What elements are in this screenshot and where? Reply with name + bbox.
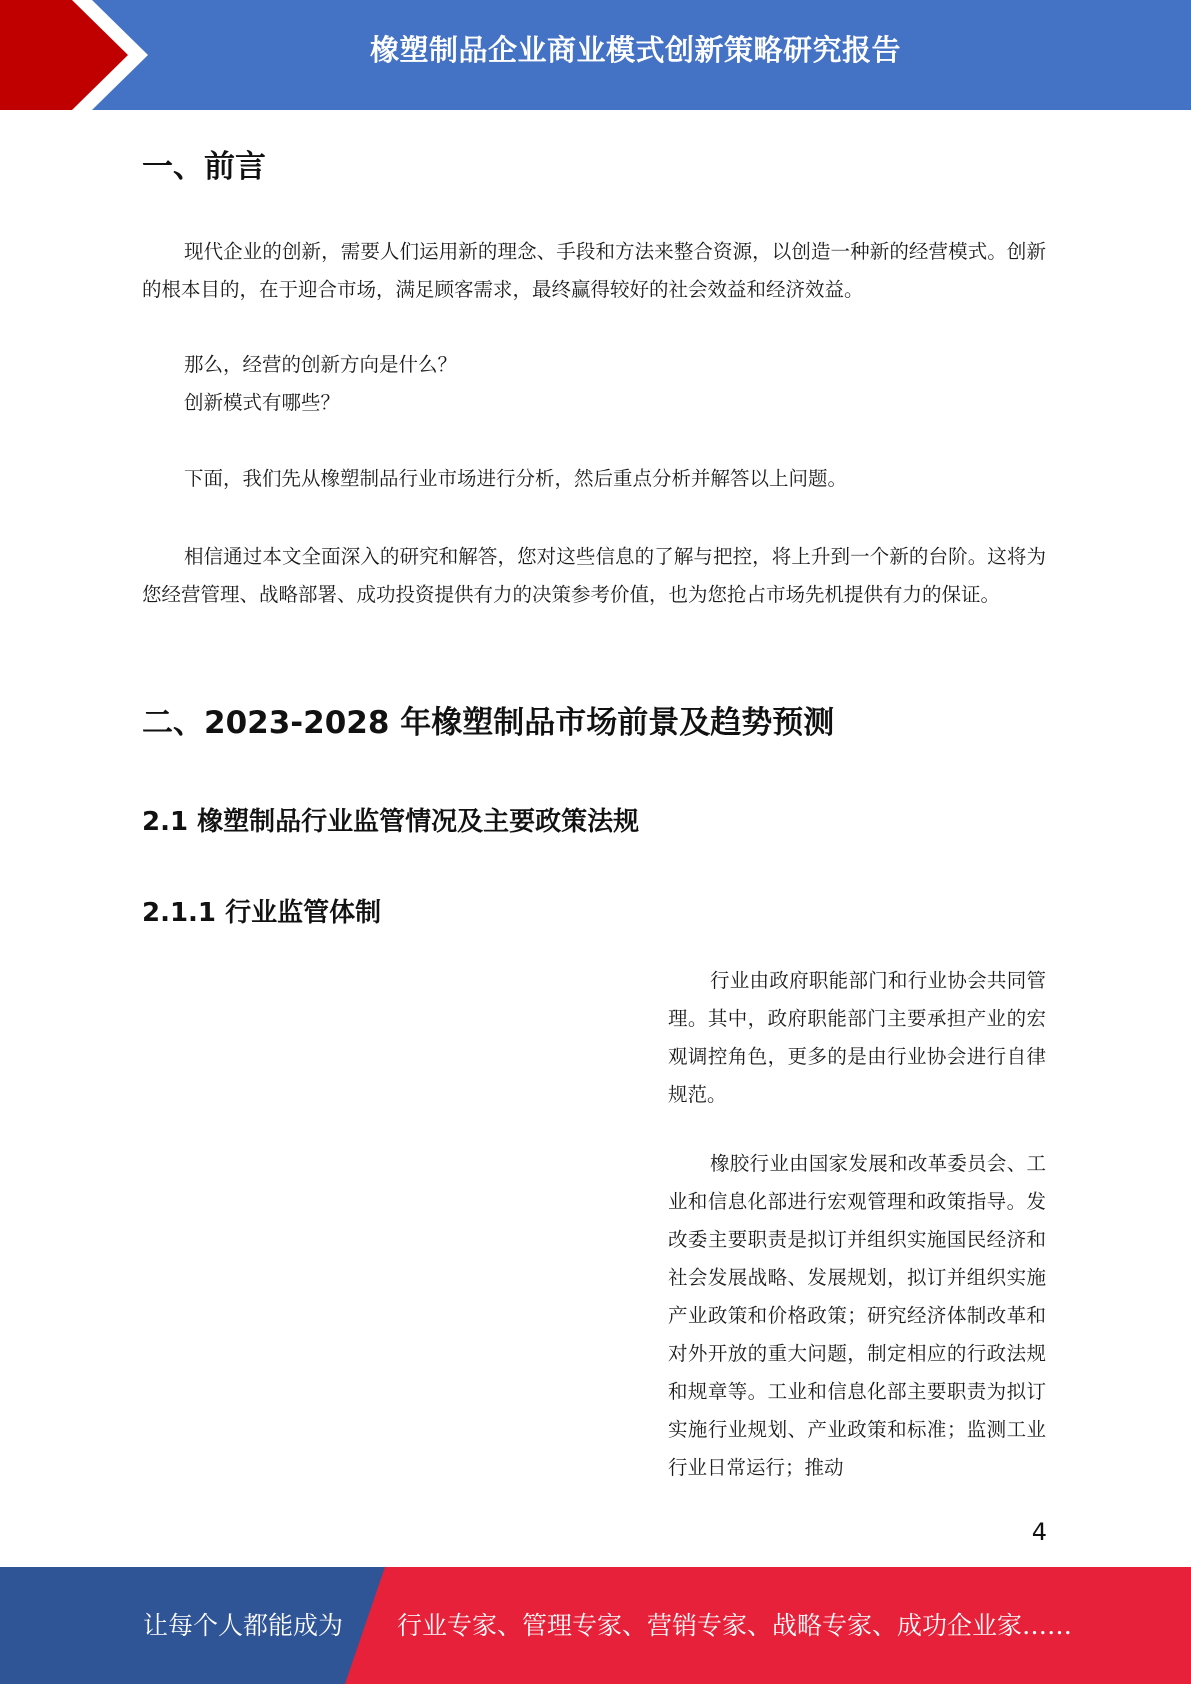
page-header	[0, 0, 1191, 110]
page-number: 4	[1031, 1518, 1047, 1546]
paragraph-management: 行业由政府职能部门和行业协会共同管理。其中，政府职能部门主要承担产业的宏观调控角色，更多的是由行业协会进行自律规范。	[668, 969, 1046, 1106]
subsection-heading-supervision: 2.1.1 行业监管体制	[142, 898, 382, 928]
question-models: 创新模式有哪些？	[184, 391, 341, 414]
subsection-heading-regulation: 2.1 橡塑制品行业监管情况及主要政策法规	[142, 807, 640, 837]
footer-slogan-right: 行业专家、管理专家、营销专家、战略专家、成功企业家……	[397, 1611, 1073, 1640]
footer-slogan-left: 让每个人都能成为	[143, 1611, 344, 1640]
paragraph-value: 相信通过本文全面深入的研究和解答，您对这些信息的了解与把控，将上升到一个新的台阶。这将为您经营管理、战略部署、成功投资提供有力的决策参考价值，也为您抢占市场先机提供有力的保证。	[142, 545, 1046, 606]
paragraph-rubber-industry: 橡胶行业由国家发展和改革委员会、工业和信息化部进行宏观管理和政策指导。发改委主要职责是拟订并组织实施国民经济和社会发展战略、发展规划，拟订并组织实施产业政策和价格政策；研究经济体制改革和对外开放的重大问题，制定相应的行政法规和规章等。工业和信息化部主要职责为拟订实施行业规划、产业政策和标准；监测工业行业日常运行；推动	[668, 1152, 1046, 1479]
section-heading-preface: 一、前言	[142, 149, 266, 185]
report-title: 橡塑制品企业商业模式创新策略研究报告	[369, 33, 901, 67]
section-heading-forecast: 二、2023-2028 年橡塑制品市场前景及趋势预测	[142, 705, 835, 741]
paragraph-analysis-intro: 下面，我们先从橡塑制品行业市场进行分析，然后重点分析并解答以上问题。	[184, 467, 848, 490]
question-direction: 那么，经营的创新方向是什么？	[184, 353, 458, 376]
page-footer	[0, 1567, 1191, 1684]
paragraph-innovation: 现代企业的创新，需要人们运用新的理念、手段和方法来整合资源，以创造一种新的经营模式。创新的根本目的，在于迎合市场，满足顾客需求，最终赢得较好的社会效益和经济效益。	[142, 240, 1046, 301]
